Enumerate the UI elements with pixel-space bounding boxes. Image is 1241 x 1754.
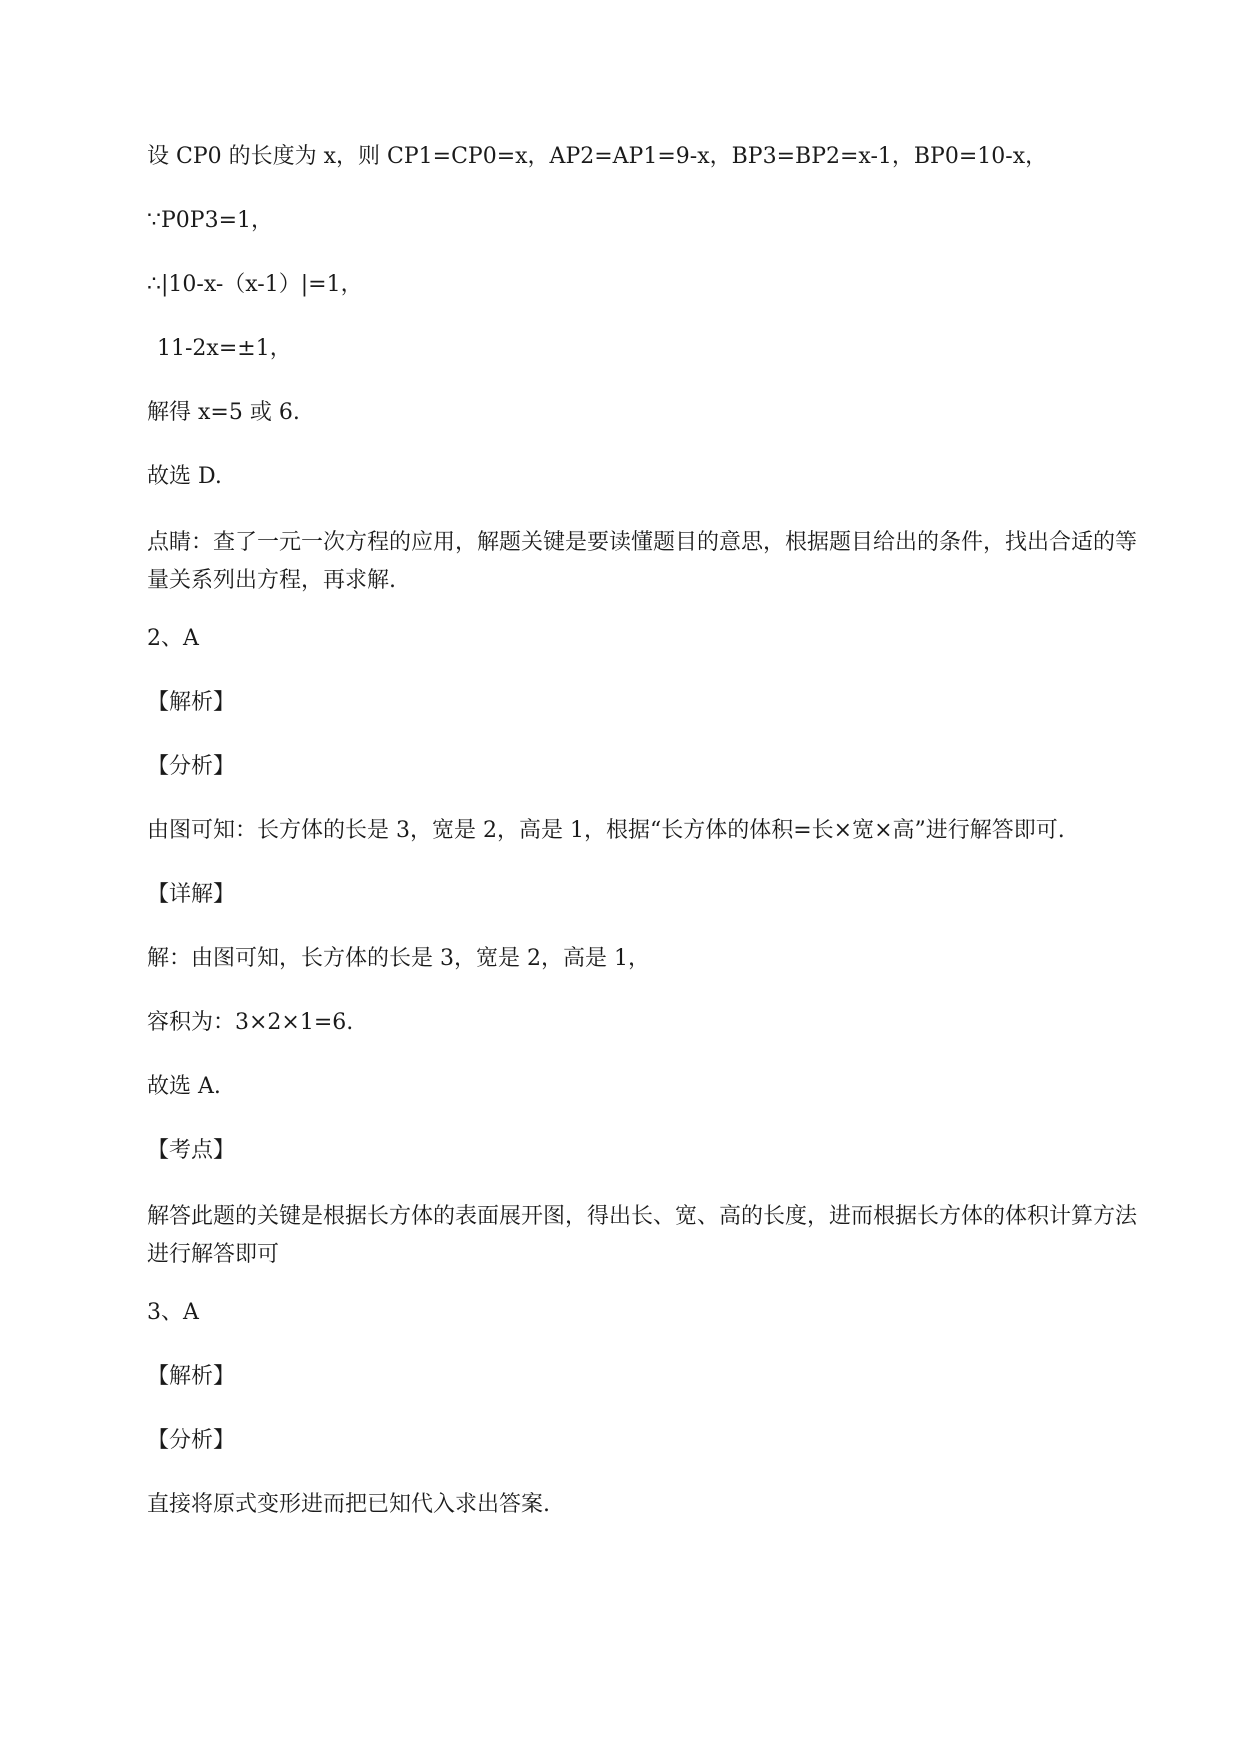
text-line-answer-2: 故选 A. xyxy=(147,1074,221,1099)
text-line-detail-2: 解：由图可知，长方体的长是 3，宽是 2，高是 1， xyxy=(147,946,650,971)
question-number-2: 2、A xyxy=(147,626,199,651)
document-page xyxy=(147,140,1147,1552)
text-line-solution: 解得 x=5 或 6. xyxy=(147,400,300,425)
text-line-setup: 设 CP0 的长度为 x，则 CP1=CP0=x，AP2=AP1=9-x，BP3=BP2=x-1，BP0=10-x， xyxy=(147,144,1048,169)
text-line-because: ∵P0P3=1， xyxy=(147,208,274,233)
section-heading-analysis-2: 【解析】 xyxy=(147,690,236,715)
section-heading-topic-2: 【考点】 xyxy=(147,1138,236,1163)
question-number-3: 3、A xyxy=(147,1300,199,1325)
text-line-volume-2: 容积为：3×2×1=6. xyxy=(147,1010,354,1035)
text-line-breakdown-2: 由图可知：长方体的长是 3，宽是 2，高是 1，根据“长方体的体积=长×宽×高”进行解答即可. xyxy=(147,818,1065,843)
section-heading-detail-2: 【详解】 xyxy=(147,882,236,907)
text-line-answer-1: 故选 D. xyxy=(147,464,222,489)
text-line-breakdown-3: 直接将原式变形进而把已知代入求出答案. xyxy=(147,1492,550,1517)
text-line-equation: 11-2x=±1， xyxy=(157,336,292,361)
text-line-therefore: ∴|10-x-（x-1）|=1， xyxy=(147,272,363,297)
text-paragraph-topic-2: 解答此题的关键是根据长方体的表面展开图，得出长、宽、高的长度，进而根据长方体的体积计算方法进行解答即可 xyxy=(147,1204,1138,1267)
text-paragraph-comment: 点睛：查了一元一次方程的应用，解题关键是要读懂题目的意思，根据题目给出的条件，找出合适的等量关系列出方程，再求解. xyxy=(147,530,1138,593)
section-heading-breakdown-3: 【分析】 xyxy=(147,1428,236,1453)
section-heading-breakdown-2: 【分析】 xyxy=(147,754,236,779)
section-heading-analysis-3: 【解析】 xyxy=(147,1364,236,1389)
